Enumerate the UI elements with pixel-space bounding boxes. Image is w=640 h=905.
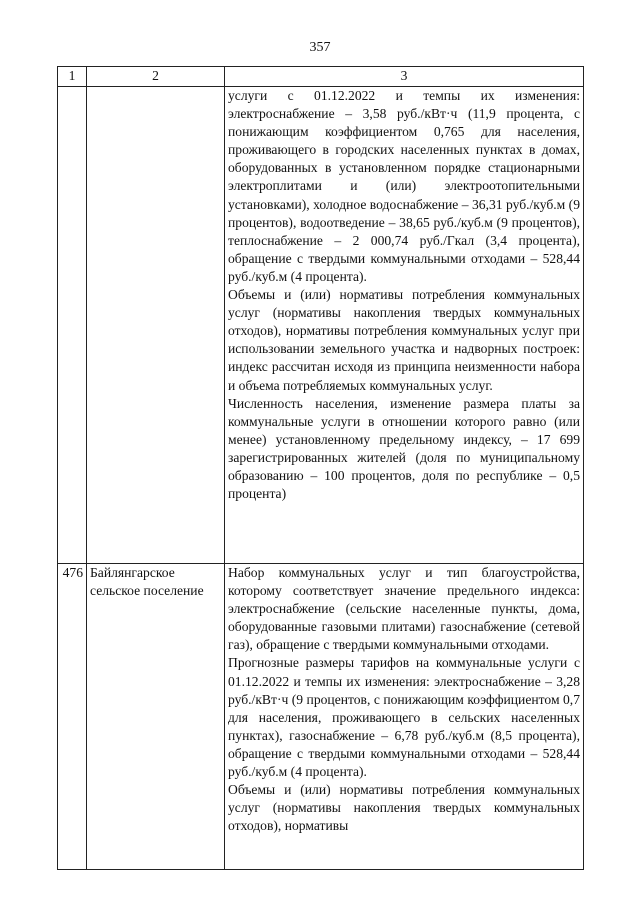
table-row bbox=[58, 564, 584, 870]
description-paragraph: Объемы и (или) нормативы потребления коммунальных услуг (нормативы накопления твердых коммунальных отходов), нормативы потребления коммунальных услуг при использовании земельного участка и надворных построек: индекс рассчитан исходя из принципа неизменности набора и объема потребляемых коммунальных услуг. bbox=[228, 287, 580, 393]
description-paragraph: Прогнозные размеры тарифов на коммунальные услуги с 01.12.2022 и темпы их изменения: электроснабжение – 3,28 руб./кВт·ч (9 процентов, с понижающим коэффициентом 0,7 для населения, проживающего в сельских населенных пунктах), газоснабжение – 6,78 руб./куб.м (8,5 процента), обращение с твердыми коммунальными отходами – 528,44 руб./куб.м (4 процента). bbox=[228, 655, 580, 780]
row-number-cell: 476 bbox=[58, 564, 87, 870]
description-cell bbox=[225, 564, 584, 870]
page-number: 357 bbox=[309, 40, 331, 55]
column-header-name: 2 bbox=[87, 67, 225, 87]
description-paragraph: Набор коммунальных услуг и тип благоустройства, которому соответствует значение предельного индекса: электроснабжение (сельские населенные пункты, дома, оборудованные газовыми плитами) газоснабжение (сетевой газ), обращение с твердыми коммунальными отходами. bbox=[228, 565, 580, 653]
data-table bbox=[57, 66, 584, 870]
row-number-cell bbox=[58, 87, 87, 564]
description-paragraph: Численность населения, изменение размера платы за коммунальные услуги в отношении которого равно (или менее) установленному предельному индексу, – 17 699 зарегистрированных жителей (доля по муниципальному образованию – 100 процентов, доля по республике – 0,5 процента) bbox=[228, 395, 580, 502]
description-cell bbox=[225, 87, 584, 564]
table-row bbox=[58, 87, 584, 564]
description-paragraph: услуги с 01.12.2022 и темпы их изменения: электроснабжение – 3,58 руб./кВт·ч (11,9 процента, с понижающим коэффициентом 0,765 для населения, проживающего в городских населенных пунктах в домах, оборудованных в установленном порядке стационарными электроплитами и (или) электроотопительными установками), холодное водоснабжение – 36,31 руб./куб.м (9 процентов), водоотведение – 38,65 руб./куб.м (9 процентов), теплоснабжение – 2 000,74 руб./Гкал (3,4 процента), обращение с твердыми коммунальными отходами – 528,44 руб./куб.м (4 процента). bbox=[228, 88, 580, 284]
settlement-name-cell bbox=[87, 87, 225, 564]
settlement-name-cell: Байлянгарское сельское поселение bbox=[87, 564, 225, 870]
column-header-number: 1 bbox=[58, 67, 87, 87]
description-paragraph: Объемы и (или) нормативы потребления коммунальных услуг (нормативы накопления твердых коммунальных отходов), нормативы bbox=[228, 782, 580, 834]
table-header-row bbox=[58, 67, 584, 87]
column-header-description: 3 bbox=[225, 67, 584, 87]
